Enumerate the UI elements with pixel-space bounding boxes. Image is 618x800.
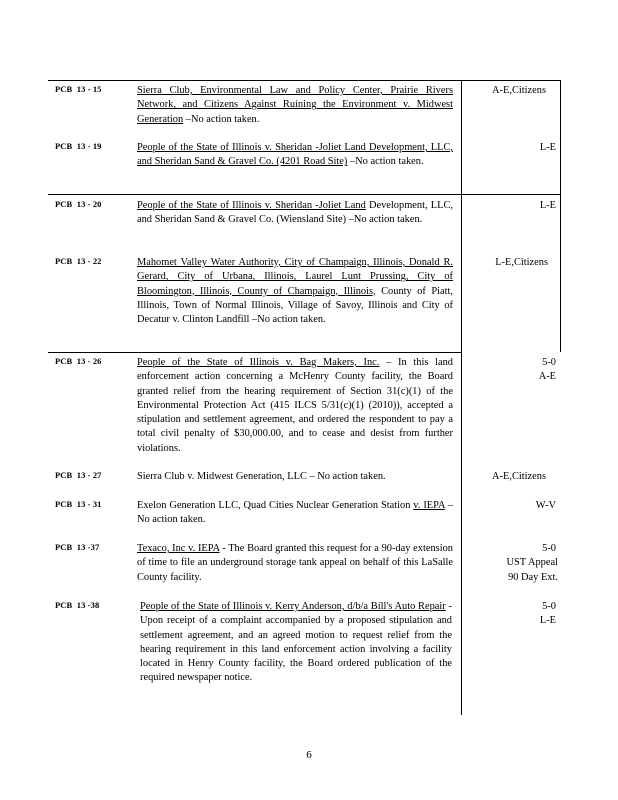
action-code: L-E [539,142,556,153]
entry-text: - Upon receipt of a complaint accompanied by a proposed stipulation and settlement agreement, and an agreed motion to request relief from the hearing requirement in this land enforcement action involving a facility located in Henry County facility, the Board ordered publication of the required newspaper notice. [140,601,453,684]
action-code: L-E,Citizens [495,257,548,268]
row-rule-1 [48,194,560,195]
docket-number: PCB 13 - 19 [55,141,102,151]
action-code: W-V [535,500,556,511]
vote-and-code [507,542,558,585]
vote-count: 5-0 [542,543,556,554]
vote-and-code [540,600,556,629]
case-caption: People of the State of Illinois v. Bag Makers, Inc. [137,357,380,368]
docket-number: PCB 13 - 26 [55,356,102,366]
case-caption: People of the State of Illinois v. Kerry Anderson, d/b/a Bill's Auto Repair [140,601,446,612]
entry-text: Exelon Generation LLC, Quad Cities Nuclear Generation Station v. IEPA –No action taken. [137,500,453,526]
case-caption: People of the State of Illinois v. Sheridan -Joliet Land Development, LLC, and Sheridan Sand & Gravel Co. (4201 Road Site) [137,142,453,168]
case-caption: v. IEPA [413,500,445,511]
entry-text: Sierra Club v. Midwest Generation, LLC – No action taken. [137,471,386,482]
action-code: A-E,Citizens [492,85,546,96]
column-divider [461,80,462,715]
docket-number: PCB 13 - 22 [55,256,102,266]
docket-number: PCB 13 - 20 [55,199,102,209]
vote-and-code [539,356,556,385]
case-caption: People of the State of Illinois v. Sheridan -Joliet Land [137,200,366,211]
appeal-type: UST Appeal [506,557,558,569]
action-code: L-E [539,200,556,211]
action-code: A-E,Citizens [492,471,546,482]
entry-description [137,141,453,170]
entry-text: Development, LLC, and Sheridan Sand & Gravel Co. (Wiensland Site) –No action taken. [137,200,453,226]
page-number: 6 [306,749,312,761]
docket-number: PCB 13 - 15 [55,84,102,94]
docket-number: PCB 13 -38 [55,600,100,610]
entry-text: – In this land enforcement action concerning a McHenry County facility, the Board granted relief from the hearing requirement of Section 31(c)(1) of the Environmental Protection Act (415 ILCS 5/31(c)(1) (2010)), accepted a stipulation and settlement agreement, and ordered the respondent to pay a total civil penalty of $30,000.00, and to cease and desist from further violations. [137,357,453,454]
action-code: L-E [539,615,556,627]
top-rule [48,80,560,81]
docket-number: PCB 13 - 31 [55,499,102,509]
entry-description [137,470,453,484]
right-border [560,80,561,352]
docket-number: PCB 13 - 27 [55,470,102,480]
entry-text: - The Board granted this request for a 90-day extension of time to file an underground storage tank appeal on behalf of this LaSalle County facility. [137,543,453,583]
entry-description [137,542,453,585]
entry-text: County of Piatt, Illinois, Town of Normal Illinois, Village of Savoy, Illinois and City of Decatur v. Clinton Landfill –No action taken. [137,285,453,326]
case-caption: Mahomet Valley Water Authority, City of Champaign, Illinois, Donald R. Gerard, City of Urbana, Illinois, Laurel Lunt Prussing, City of Bloomington, Illinois, County of Champaign, Illinois, [137,257,453,297]
entry-description [137,256,453,327]
row-rule-2 [48,352,462,353]
entry-text: –No action taken. [183,113,260,125]
entry-description [137,199,453,228]
case-caption: Sierra Club, Environmental Law and Policy Center, Prairie Rivers Network, and Citizens Against Ruining the Environment v. Midwest Generation [137,85,453,125]
action-code: A-E [538,371,556,383]
docket-number: PCB 13 -37 [55,542,100,552]
entry-description [137,356,453,456]
extension-type: 90 Day Ext. [508,571,558,583]
entry-text: –No action taken. [347,156,424,168]
entry-description [137,499,453,528]
vote-count: 5-0 [542,601,556,612]
case-caption: Texaco, Inc v. IEPA [137,543,220,554]
entry-description [137,84,453,127]
entry-description [140,600,452,686]
vote-count: 5-0 [542,357,556,368]
